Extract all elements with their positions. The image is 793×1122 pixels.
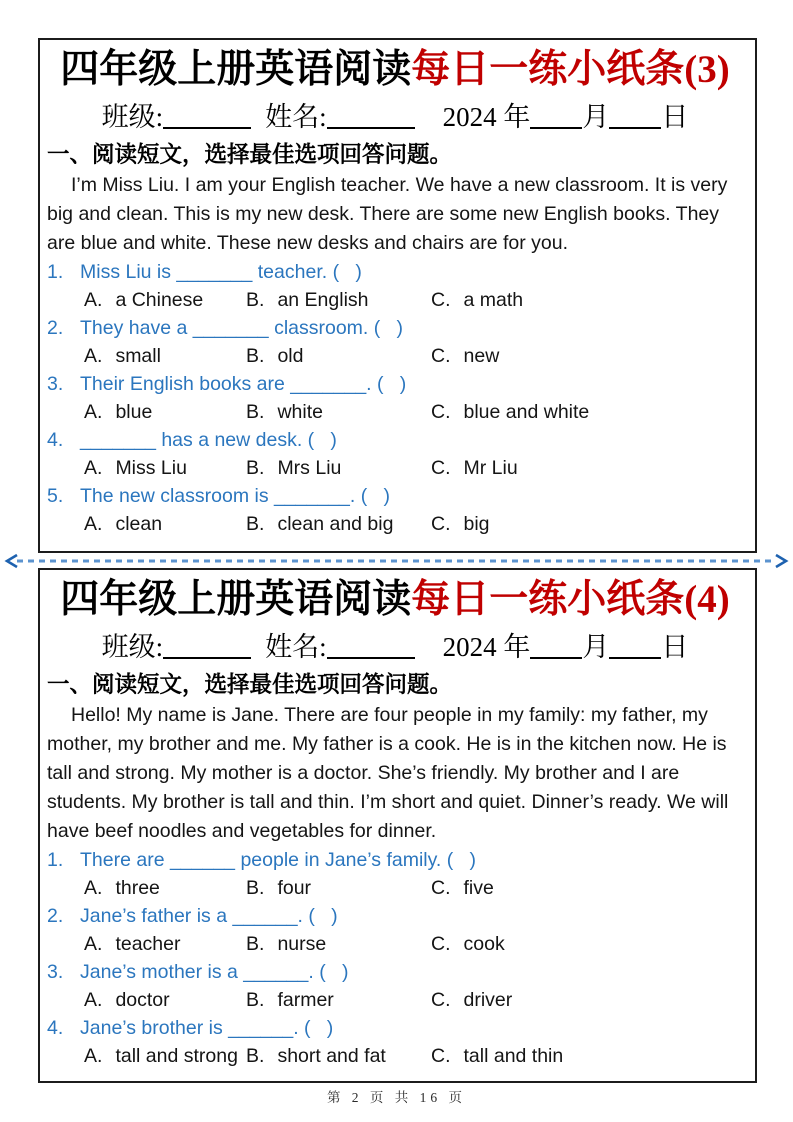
option-b-text: farmer [277, 989, 334, 1011]
question-2-options [47, 342, 743, 370]
question-text: There are ______ people in Jane’s family. ( ) [80, 849, 476, 871]
option-a-text: clean [115, 513, 163, 535]
worksheet-title-series: 每日一练小纸条(3) [411, 48, 730, 91]
day-blank-field [609, 107, 661, 129]
question-4-options [47, 454, 743, 482]
option-a-text: blue [115, 401, 153, 423]
option-a-text: doctor [115, 989, 170, 1011]
question-1-options [47, 286, 743, 314]
worksheet-title-grade: 四年级上册英语阅读 [60, 578, 412, 621]
reading-passage: Hello! My name is Jane. There are four people in my family: my father, my mother, my brother and me. My father is a cook. He is in the kitchen now. He is tall and strong. My mother is a doctor. She’s friendly. My brother and I are students. My brother is tall and thin. I’m short and quiet. Dinner’s ready. We will have beef noodles and vegetables for dinner. [47, 704, 729, 842]
option-b [246, 510, 431, 538]
worksheet-card-3 [38, 38, 757, 553]
question-number: 2. [47, 905, 64, 927]
option-c-text: five [463, 877, 494, 899]
question-2 [47, 314, 743, 342]
option-c-label: C. [431, 989, 451, 1011]
option-a [84, 454, 246, 482]
option-b [246, 398, 431, 426]
option-a-text: teacher [115, 933, 181, 955]
option-b-label: B. [246, 933, 265, 955]
worksheet-title [47, 44, 743, 96]
option-c-label: C. [431, 933, 451, 955]
option-c-label: C. [431, 457, 451, 479]
option-a-label: A. [84, 933, 103, 955]
question-number: 1. [47, 261, 64, 283]
month-blank-field [530, 637, 582, 659]
option-b-text: old [277, 345, 304, 367]
option-a [84, 342, 246, 370]
option-a-label: A. [84, 989, 103, 1011]
option-a-label: A. [84, 1045, 103, 1067]
option-c-label: C. [431, 401, 451, 423]
option-c [431, 874, 743, 902]
question-text: _______ has a new desk. ( ) [80, 429, 337, 451]
option-a [84, 874, 246, 902]
option-a [84, 930, 246, 958]
question-3-options [47, 398, 743, 426]
option-c-text: Mr Liu [463, 457, 518, 479]
worksheet-title-grade: 四年级上册英语阅读 [60, 48, 412, 91]
option-b-label: B. [246, 401, 265, 423]
name-label: 姓名: [265, 102, 327, 132]
question-text: Jane’s brother is ______. ( ) [80, 1017, 334, 1039]
option-a-label: A. [84, 401, 103, 423]
option-a-text: Miss Liu [115, 457, 187, 479]
option-a [84, 1042, 246, 1070]
option-c-text: big [463, 513, 490, 535]
option-b-label: B. [246, 513, 265, 535]
question-number: 5. [47, 485, 64, 507]
option-b [246, 286, 431, 314]
option-b [246, 930, 431, 958]
option-c-text: blue and white [463, 401, 590, 423]
option-b [246, 986, 431, 1014]
question-4-options [47, 1042, 743, 1070]
option-b-text: an English [277, 289, 369, 311]
option-b-label: B. [246, 289, 265, 311]
option-c [431, 930, 743, 958]
option-b [246, 874, 431, 902]
student-info-line [47, 96, 743, 138]
question-number: 3. [47, 961, 64, 983]
option-b-label: B. [246, 1045, 265, 1067]
month-blank-field [530, 107, 582, 129]
question-2 [47, 902, 743, 930]
option-b-text: Mrs Liu [277, 457, 342, 479]
question-text: Miss Liu is _______ teacher. ( ) [80, 261, 362, 283]
question-1 [47, 258, 743, 286]
question-text: Their English books are _______. ( ) [80, 373, 407, 395]
worksheet-card-4 [38, 568, 757, 1083]
question-4 [47, 1014, 743, 1042]
option-a-label: A. [84, 513, 103, 535]
option-a-label: A. [84, 289, 103, 311]
option-a-text: small [115, 345, 161, 367]
option-c-label: C. [431, 1045, 451, 1067]
question-number: 4. [47, 1017, 64, 1039]
option-c-text: cook [463, 933, 505, 955]
page-number: 第 2 页 共 16 页 [326, 1090, 467, 1105]
question-5-options [47, 510, 743, 538]
question-3 [47, 958, 743, 986]
option-c [431, 986, 743, 1014]
name-blank-field [327, 107, 415, 129]
question-number: 1. [47, 849, 64, 871]
option-c-text: new [463, 345, 500, 367]
option-b [246, 342, 431, 370]
student-info-line [47, 626, 743, 668]
question-text: Jane’s mother is a ______. ( ) [80, 961, 349, 983]
option-a-text: three [115, 877, 160, 899]
option-a-label: A. [84, 457, 103, 479]
question-1-options [47, 874, 743, 902]
year-label: 2024 年 [442, 102, 531, 132]
worksheet-title-series: 每日一练小纸条(4) [411, 578, 730, 621]
option-b [246, 454, 431, 482]
question-number: 3. [47, 373, 64, 395]
section-instruction: 一、阅读短文，选择最佳选项回答问题。 [47, 142, 453, 167]
option-b-text: white [277, 401, 323, 423]
year-label: 2024 年 [442, 632, 531, 662]
option-c [431, 398, 743, 426]
option-b-label: B. [246, 345, 265, 367]
option-c [431, 510, 743, 538]
option-b-label: B. [246, 457, 265, 479]
option-a [84, 510, 246, 538]
day-blank-field [609, 637, 661, 659]
name-blank-field [327, 637, 415, 659]
question-text: The new classroom is _______. ( ) [80, 485, 390, 507]
worksheet-title [47, 574, 743, 626]
day-label: 日 [661, 632, 689, 662]
option-c-label: C. [431, 289, 451, 311]
class-blank-field [163, 107, 251, 129]
question-number: 4. [47, 429, 64, 451]
question-5 [47, 482, 743, 510]
option-c-text: a math [463, 289, 524, 311]
class-label: 班级: [101, 632, 164, 662]
option-c-label: C. [431, 877, 451, 899]
option-b-text: clean and big [277, 513, 394, 535]
option-c [431, 286, 743, 314]
option-c [431, 342, 743, 370]
class-label: 班级: [101, 102, 164, 132]
question-text: They have a _______ classroom. ( ) [80, 317, 403, 339]
option-a [84, 986, 246, 1014]
question-number: 2. [47, 317, 64, 339]
option-c-label: C. [431, 513, 451, 535]
question-3 [47, 370, 743, 398]
name-label: 姓名: [265, 632, 327, 662]
option-b-label: B. [246, 877, 265, 899]
class-blank-field [163, 637, 251, 659]
option-b-text: four [277, 877, 312, 899]
option-a-label: A. [84, 877, 103, 899]
option-a [84, 286, 246, 314]
reading-passage: I’m Miss Liu. I am your English teacher. We have a new classroom. It is very big and clean. This is my new desk. There are some new English books. They are blue and white. These new desks and chairs are for you. [47, 174, 728, 254]
option-c [431, 1042, 743, 1070]
question-3-options [47, 986, 743, 1014]
option-c [431, 454, 743, 482]
question-1 [47, 846, 743, 874]
option-b [246, 1042, 431, 1070]
option-b-text: short and fat [277, 1045, 386, 1067]
option-a-text: a Chinese [115, 289, 204, 311]
option-c-label: C. [431, 345, 451, 367]
option-b-text: nurse [277, 933, 327, 955]
question-text: Jane’s father is a ______. ( ) [80, 905, 338, 927]
day-label: 日 [661, 102, 689, 132]
month-label: 月 [582, 102, 610, 132]
option-c-text: tall and thin [463, 1045, 564, 1067]
option-a-label: A. [84, 345, 103, 367]
option-b-label: B. [246, 989, 265, 1011]
option-a-text: tall and strong [115, 1045, 238, 1067]
question-4 [47, 426, 743, 454]
option-c-text: driver [463, 989, 513, 1011]
section-instruction: 一、阅读短文，选择最佳选项回答问题。 [47, 672, 453, 697]
month-label: 月 [582, 632, 610, 662]
option-a [84, 398, 246, 426]
question-2-options [47, 930, 743, 958]
